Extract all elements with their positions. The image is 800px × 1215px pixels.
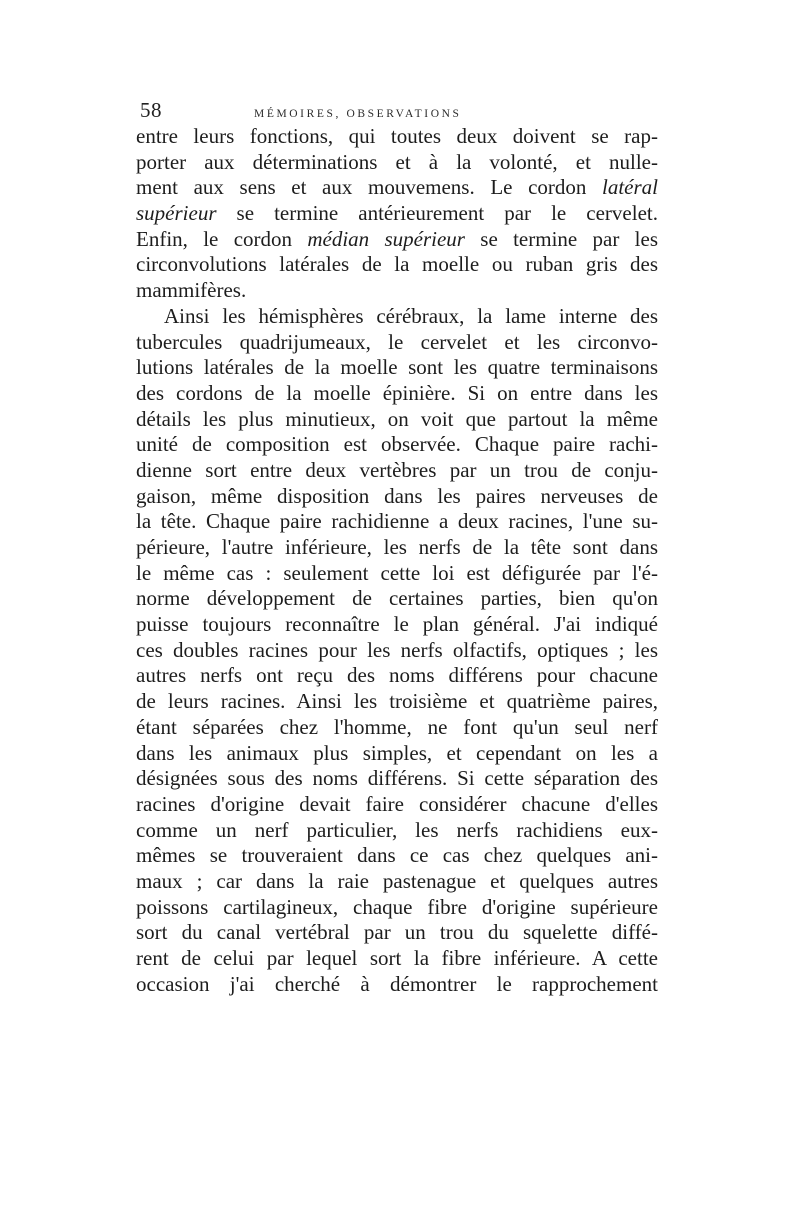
text-line (136, 586, 658, 612)
text-segment: la tête. Chaque paire rachidienne a deux racines, l'une su- (136, 509, 658, 534)
text-segment: détails les plus minutieux, on voit que partout la même (136, 406, 658, 431)
text-line (136, 972, 658, 998)
text-segment: poissons cartilagineux, chaque fibre d'origine supérieure (136, 894, 658, 919)
text-line (136, 920, 658, 946)
running-title: MÉMOIRES, OBSERVATIONS (254, 108, 462, 120)
running-head (140, 98, 660, 122)
text-line (136, 535, 658, 561)
text-segment: occasion j'ai cherché à démontrer le rapprochement (136, 971, 658, 996)
text-line (136, 150, 658, 176)
text-segment: Ainsi les hémisphères cérébraux, la lame interne des (164, 303, 658, 328)
text-line (136, 843, 658, 869)
text-line (136, 484, 658, 510)
text-line (136, 638, 658, 664)
body-text (136, 124, 658, 997)
text-line (136, 175, 658, 201)
text-segment: maux ; car dans la raie pastenague et quelques autres (136, 868, 658, 893)
text-line (136, 432, 658, 458)
text-segment: gaison, même disposition dans les paires nerveuses de (136, 483, 658, 508)
text-segment: périeure, l'autre inférieure, les nerfs de la tête sont dans (136, 535, 658, 559)
text-segment: rent de celui par lequel sort la fibre inférieure. A cette (136, 946, 658, 970)
text-segment: dans les animaux plus simples, et cependant on les a (136, 740, 658, 765)
text-segment: unité de composition est observée. Chaque paire rachi- (136, 432, 658, 457)
text-segment: se termine antérieurement par le cervelet. (216, 201, 658, 226)
text-segment: le même cas : seulement cette loi est défigurée par l'é- (136, 560, 658, 585)
text-line (136, 381, 658, 407)
text-line (136, 561, 658, 587)
text-line (136, 330, 658, 356)
text-segment: désignées sous des noms différens. Si cette séparation des (136, 766, 658, 791)
text-segment: porter aux déterminations et à la volonté, et nulle- (136, 149, 658, 174)
text-segment: étant séparées chez l'homme, ne font qu'un seul nerf (136, 714, 658, 739)
text-segment: mêmes se trouveraient dans ce cas chez quelques ani- (136, 843, 658, 868)
text-line (136, 792, 658, 818)
text-segment: racines d'origine devait faire considérer chacune d'elles (136, 791, 658, 816)
text-line (136, 458, 658, 484)
text-line (136, 818, 658, 844)
text-line (136, 895, 658, 921)
text-segment: entre leurs fonctions, qui toutes deux doivent se rap- (136, 124, 658, 148)
text-segment: sort du canal vertébral par un trou du squelette diffé- (136, 920, 658, 945)
italic-term: latéral (602, 175, 658, 200)
text-line (136, 124, 658, 150)
text-segment: ces doubles racines pour les nerfs olfactifs, optiques ; les (136, 637, 658, 662)
text-line (136, 741, 658, 767)
text-line (136, 407, 658, 433)
text-segment: se termine par les (464, 226, 658, 251)
text-segment: comme un nerf particulier, les nerfs rachidiens eux- (136, 817, 658, 842)
text-segment: tubercules quadrijumeaux, le cervelet et les circonvo- (136, 329, 658, 354)
italic-term: supérieur (136, 201, 217, 226)
text-segment: de leurs racines. Ainsi les troisième et quatrième paires, (136, 689, 658, 714)
text-line (136, 689, 658, 715)
text-line (136, 355, 658, 381)
text-line (136, 304, 658, 330)
text-line (136, 946, 658, 972)
text-segment: dienne sort entre deux vertèbres par un trou de conju- (136, 457, 658, 482)
text-segment: ment aux sens et aux mouvemens. Le cordon (136, 175, 602, 200)
page-number: 58 (140, 98, 162, 122)
text-line (136, 278, 658, 304)
text-segment: mammifères. (136, 278, 247, 303)
text-line (136, 612, 658, 638)
text-line (136, 766, 658, 792)
text-line (136, 663, 658, 689)
text-line (136, 509, 658, 535)
text-line (136, 227, 658, 253)
text-segment: norme développement de certaines parties, bien qu'on (136, 586, 658, 611)
text-segment: des cordons de la moelle épinière. Si on entre dans les (136, 380, 658, 405)
italic-term: médian supérieur (307, 226, 465, 251)
text-line (136, 201, 658, 227)
text-segment: Enfin, le cordon (136, 226, 308, 251)
text-segment: circonvolutions latérales de la moelle ou ruban gris des (136, 252, 658, 277)
text-line (136, 252, 658, 278)
text-line (136, 869, 658, 895)
text-segment: autres nerfs ont reçu des noms différens pour chacune (136, 663, 658, 688)
text-segment: puisse toujours reconnaître le plan général. J'ai indiqué (136, 612, 658, 637)
text-segment: lutions latérales de la moelle sont les quatre terminaisons (136, 355, 658, 380)
text-line (136, 715, 658, 741)
